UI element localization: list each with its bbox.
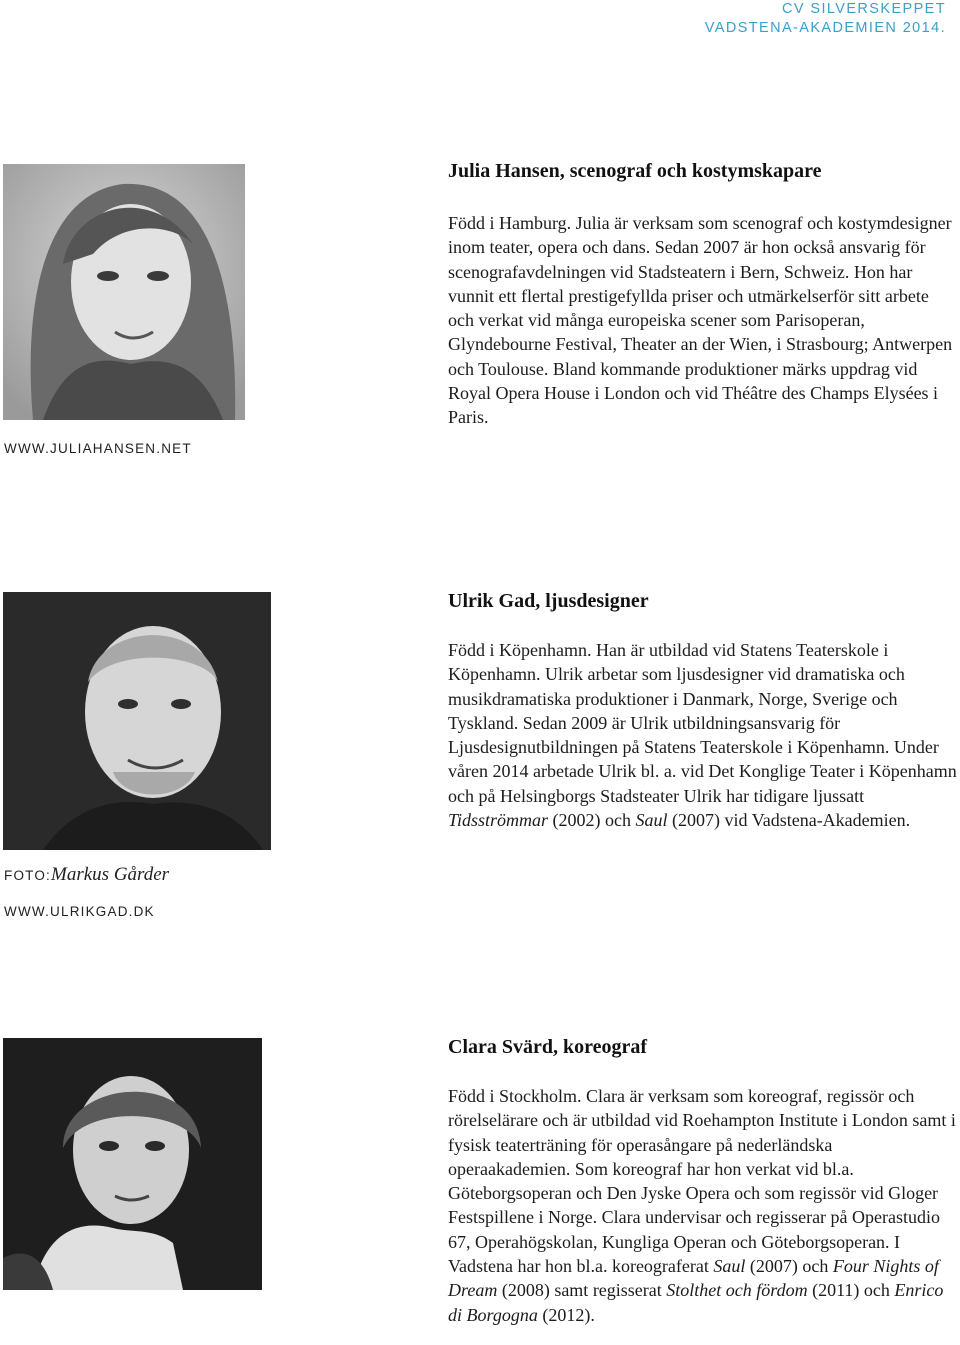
document-header: [705, 0, 946, 38]
portrait-woman-icon: [3, 1038, 262, 1290]
clara-svard-name: Clara Svärd, koreograf: [448, 1036, 648, 1058]
clara-svard-bio-text: Född i Stockholm. Clara är verksam som koreograf, regissör och rörelselärare och är utbildad vid Roehampton Institute i London samt i fysisk teaterträning för operasångare på nederländska operaakademien. Som koreograf har hon verkat vid bl.a. Göteborgsoperan och Den Jyske Opera och som regissör vid Gloger Festspillene i Norge. Clara undervisar och regisserar på Operastudio 67, Operahögskolan, Kungliga Operan och Göteborgsoperan. I Vadstena har hon bl.a. koreograferat Saul (2007) och Four Nights of Dream (2008) samt regisserat Stolthet och fördom (2011) och Enrico di Borgogna (2012).: [448, 1086, 956, 1325]
header-title: CV SILVERSKEPPET: [782, 1, 946, 17]
julia-hansen-name: Julia Hansen, scenograf och kostymskapare: [448, 160, 822, 182]
clara-svard-bio: [448, 1084, 958, 1327]
ulrik-gad-name: Ulrik Gad, ljusdesigner: [448, 590, 649, 612]
header-subtitle: VADSTENA-AKADEMIEN 2014.: [704, 20, 946, 36]
julia-hansen-bio-text: Född i Hamburg. Julia är verksam som scenograf och kostymdesigner inom teater, opera och dans. Sedan 2007 är hon också ansvarig för scenografavdelningen vid Stadsteatern i Bern, Schweiz. Hon har vunnit ett flertal prestigefyllda priser och utmärkelserför sitt arbete och verkat vid många europeiska scener som Parisoperan, Glyndebourne Festival, Theater an der Wien, i Strasbourg; Antwerpen och Toulouse. Bland kommande produktioner märks uppdrag vid Royal Opera House i London och vid Théâtre des Champs Elysées i Paris.: [448, 213, 953, 428]
photo-credit-label: FOTO:: [4, 868, 52, 883]
portrait-woman-icon: [3, 164, 245, 420]
ulrik-gad-bio-text: Född i Köpenhamn. Han är utbildad vid Statens Teaterskole i Köpenhamn. Ulrik arbetar som ljusdesigner vid dramatiska och musikdramatiska produktioner i Danmark, Norge, Sverige och Tyskland. Sedan 2009 är Ulrik utbildningsansvarig för Ljusdesignutbildningen på Statens Teaterskole i Köpenhamn. Under våren 2014 arbetade Ulrik bl. a. vid Det Konglige Teater i Köpenhamn och på Helsingborgs Stadsteater Ulrik har tidigare ljussatt Tidsströmmar (2002) och Saul (2007) vid Vadstena-Akademien.: [448, 640, 957, 831]
ulrik-gad-photo-credit: [4, 864, 169, 886]
ulrik-gad-bio: [448, 638, 958, 832]
julia-hansen-website[interactable]: WWW.JULIAHANSEN.NET: [4, 441, 192, 456]
julia-hansen-bio: [448, 211, 958, 430]
ulrik-gad-photo: [3, 592, 271, 850]
clara-svard-photo: [3, 1038, 262, 1290]
portrait-man-icon: [3, 592, 271, 850]
photo-credit-name: Markus Gårder: [51, 864, 170, 885]
julia-hansen-photo: [3, 164, 245, 420]
ulrik-gad-website[interactable]: WWW.ULRIKGAD.DK: [4, 904, 155, 919]
